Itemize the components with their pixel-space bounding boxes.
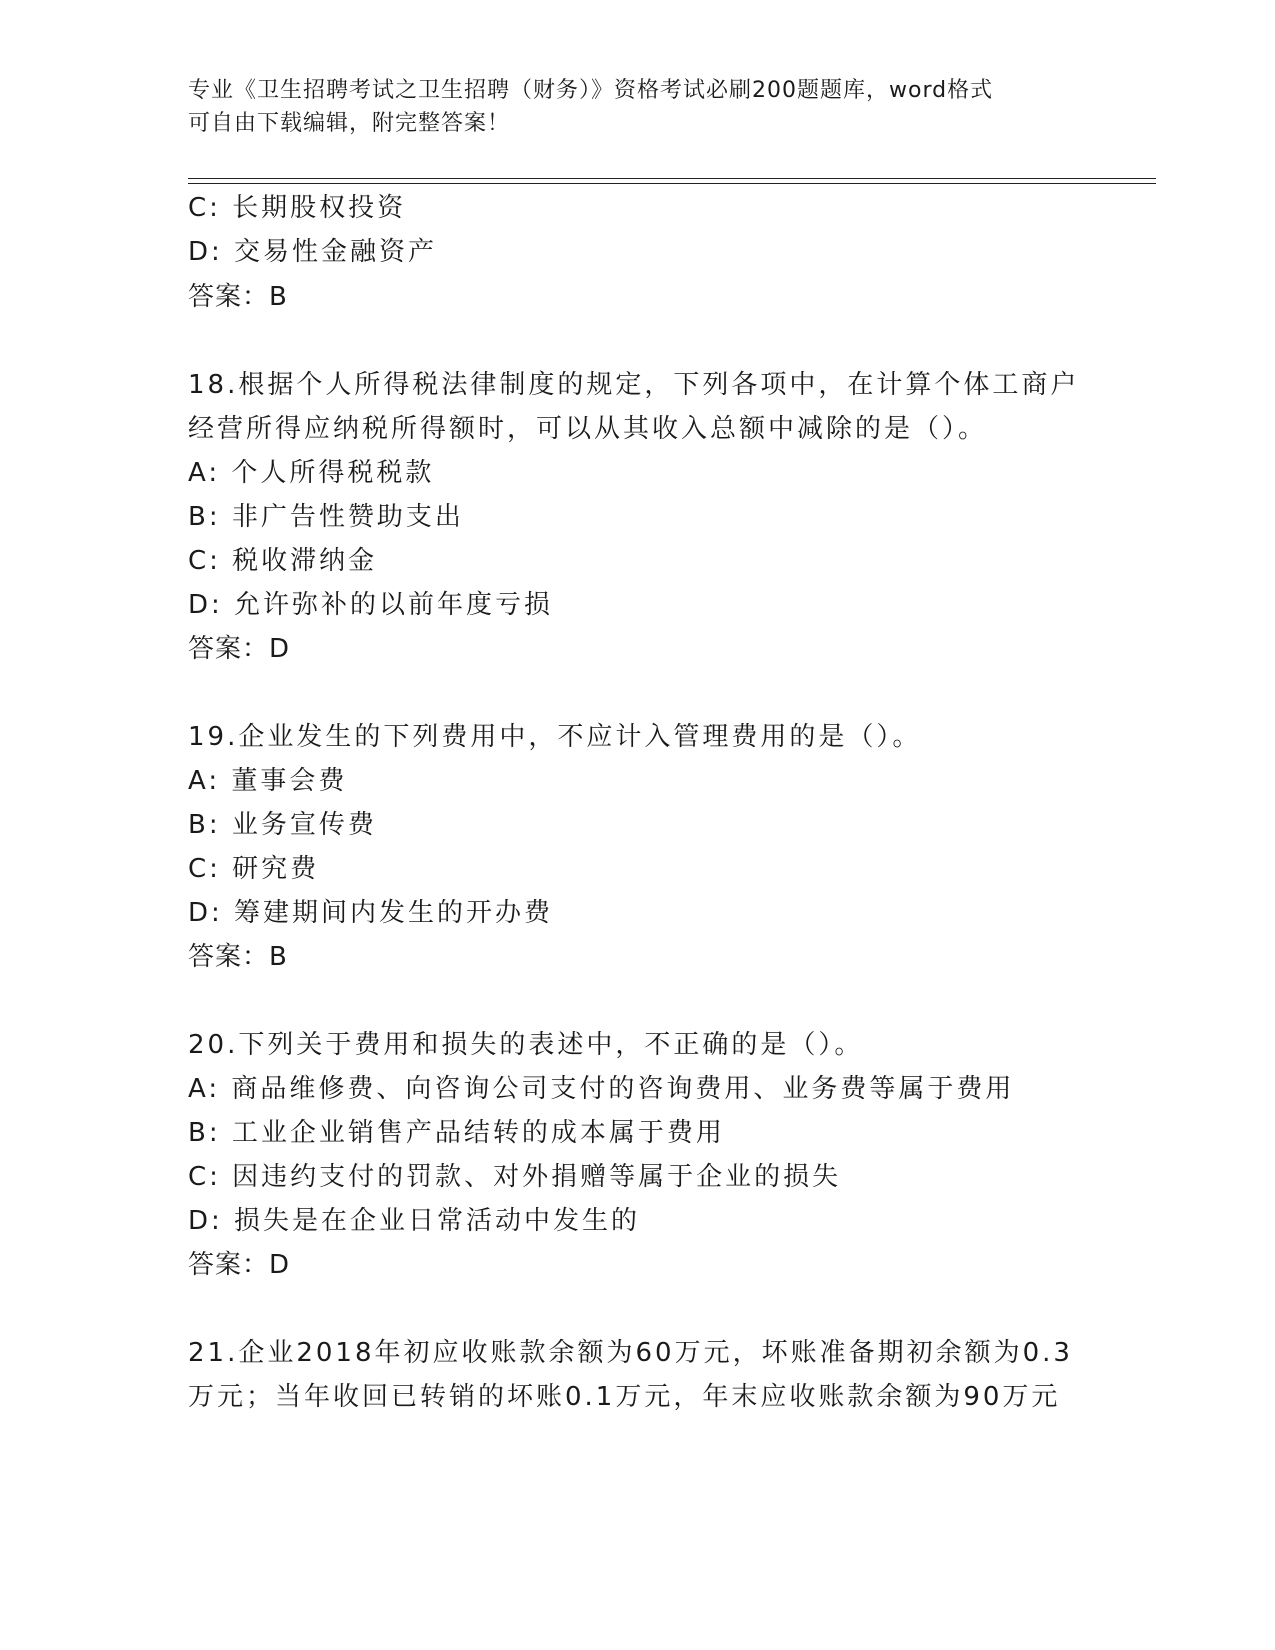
q18-option-b: B: 非广告性赞助支出 xyxy=(188,502,464,532)
q20-option-b: B: 工业企业销售产品结转的成本属于费用 xyxy=(188,1118,725,1148)
q18-answer: 答案：D xyxy=(188,634,291,664)
q19-option-a: A: 董事会费 xyxy=(188,766,348,796)
q20-stem-line-1: 20.下列关于费用和损失的表述中，不正确的是（）。 xyxy=(188,1030,864,1060)
q19-option-c: C: 研究费 xyxy=(188,854,320,884)
q17-option-c: C: 长期股权投资 xyxy=(188,193,407,223)
q21-stem-line-2: 万元；当年收回已转销的坏账0.1万元，年末应收账款余额为90万元 xyxy=(188,1382,1061,1412)
q17-option-d: D: 交易性金融资产 xyxy=(188,237,438,267)
q18-stem-line-1: 18.根据个人所得税法律制度的规定，下列各项中，在计算个体工商户 xyxy=(188,370,1080,400)
header-rule-bottom xyxy=(188,183,1156,184)
q18-option-c: C: 税收滞纳金 xyxy=(188,546,378,576)
header-line-1: 专业《卫生招聘考试之卫生招聘（财务）》资格考试必刷200题题库，word格式 xyxy=(188,78,994,103)
q20-option-d: D: 损失是在企业日常活动中发生的 xyxy=(188,1206,641,1236)
q18-option-d: D: 允许弥补的以前年度亏损 xyxy=(188,590,554,620)
q20-answer: 答案：D xyxy=(188,1250,291,1280)
q19-stem-line-1: 19.企业发生的下列费用中，不应计入管理费用的是（）。 xyxy=(188,722,922,752)
header-rule-top xyxy=(188,178,1156,179)
q19-answer: 答案：B xyxy=(188,942,288,972)
q19-option-b: B: 业务宣传费 xyxy=(188,810,377,840)
document-header xyxy=(188,74,1068,140)
q18-option-a: A: 个人所得税税款 xyxy=(188,458,435,488)
q20-option-a: A: 商品维修费、向咨询公司支付的咨询费用、业务费等属于费用 xyxy=(188,1074,1015,1104)
header-line-2: 可自由下载编辑，附完整答案！ xyxy=(188,111,511,136)
q20-option-c: C: 因违约支付的罚款、对外捐赠等属于企业的损失 xyxy=(188,1162,842,1192)
q18-stem-line-2: 经营所得应纳税所得额时，可以从其收入总额中减除的是（）。 xyxy=(188,414,988,444)
q21-stem-line-1: 21.企业2018年初应收账款余额为60万元，坏账准备期初余额为0.3 xyxy=(188,1338,1073,1368)
q17-answer: 答案：B xyxy=(188,282,288,312)
q19-option-d: D: 筹建期间内发生的开办费 xyxy=(188,898,554,928)
